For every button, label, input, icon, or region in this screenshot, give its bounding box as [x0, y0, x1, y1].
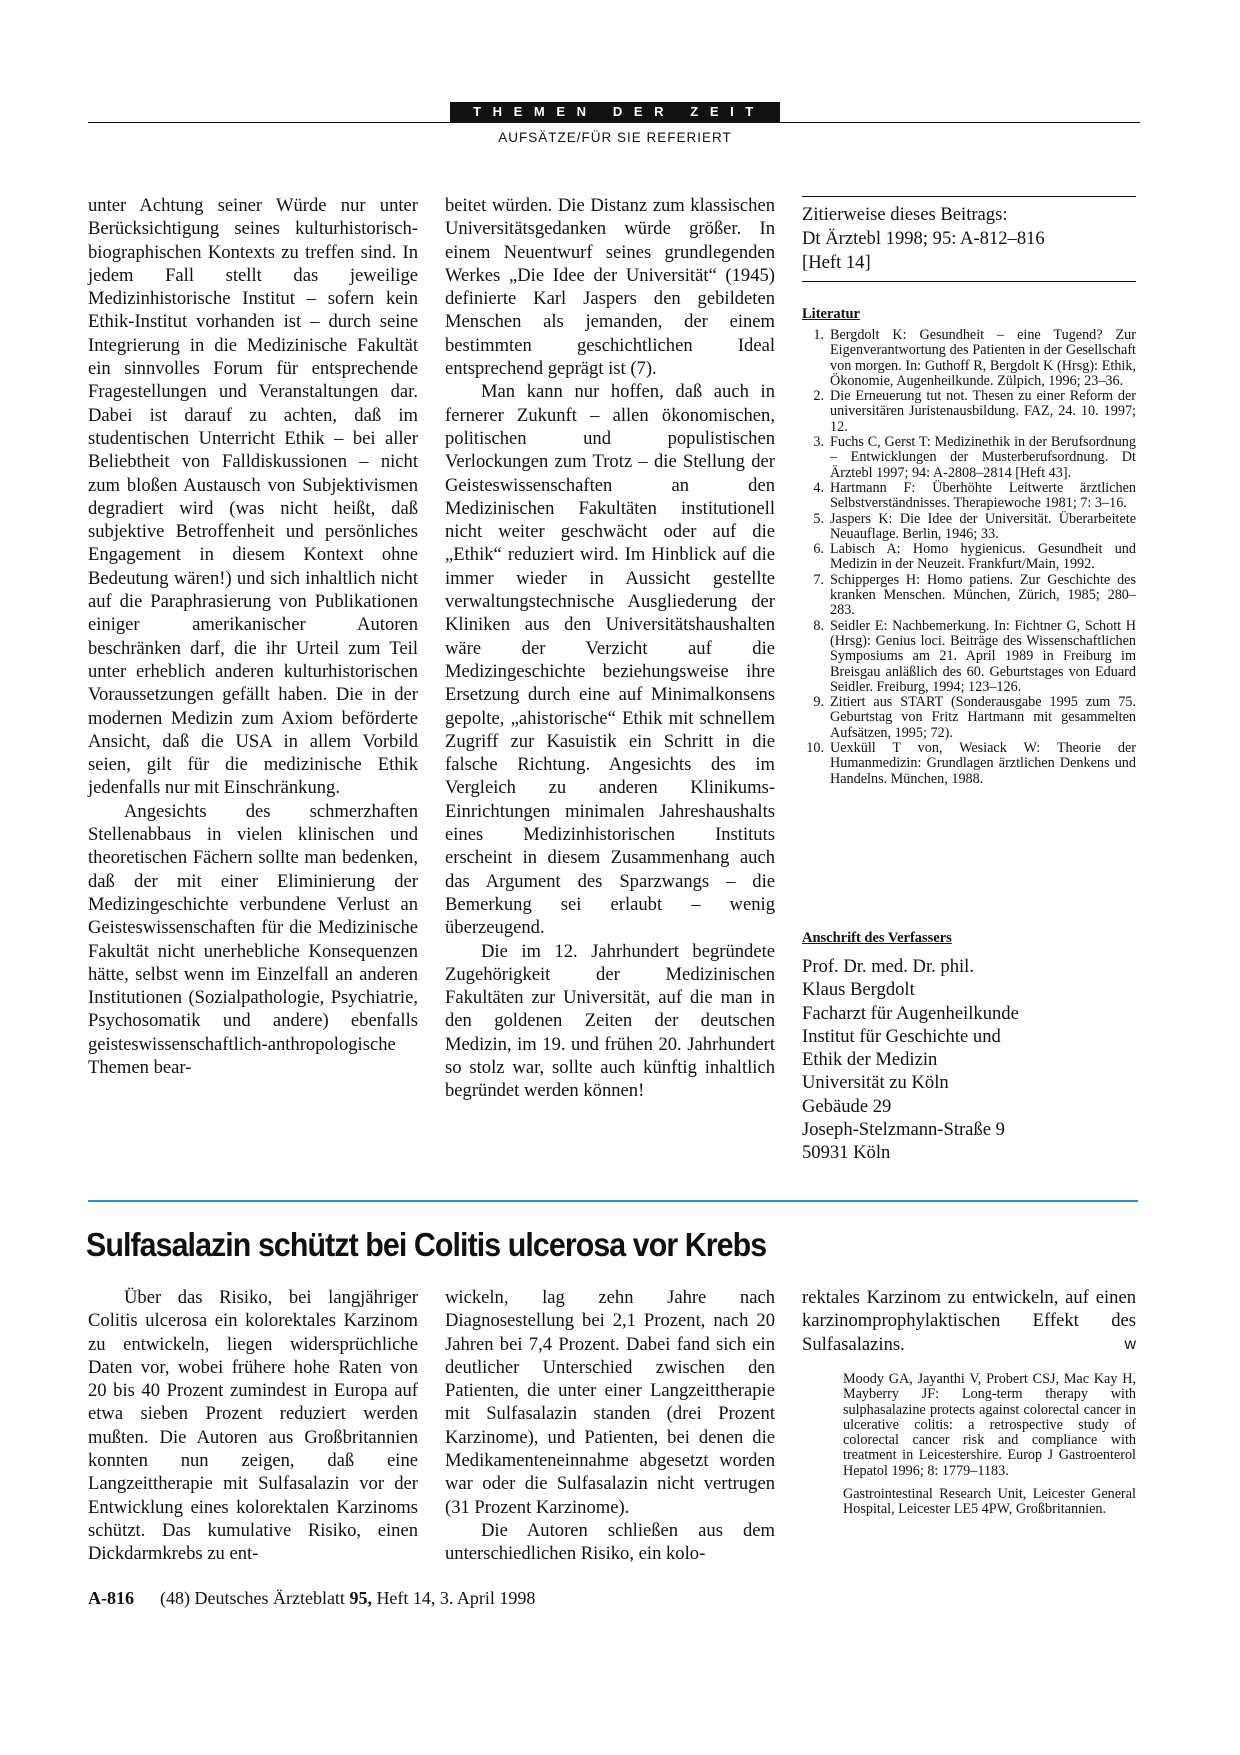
reference-number: 9. — [813, 694, 824, 711]
paragraph: Über das Risiko, bei langjähriger Colitis ulcerosa ein kolorektales Karzinom zu entwickeln, liegen widersprüchliche Daten vor, wobei frühere hohe Raten von 20 bis 40 Prozent zumindest in Europa auf etwa sieben Prozent reduziert werden mußten. Die Autoren aus Großbritannien konnten nun zeigen, daß eine Langzeittherapie mit Sulfasalazin vor der Entwicklung eines kolorektalen Karzinoms schützt. Das kumulative Risiko, einen Dickdarmkrebs zu ent- — [88, 1287, 418, 1565]
page-number: A-816 — [88, 1588, 134, 1608]
journal-volume: 95, — [349, 1588, 372, 1608]
author-address — [802, 955, 1019, 1165]
article-divider — [88, 1200, 1138, 1202]
reference-item — [802, 328, 1136, 389]
reference-number: 4. — [813, 479, 824, 496]
paragraph: beitet würden. Die Distanz zum klassischen Universitätsgedanken würde größer. In einem Neuentwurf seines grundlegenden Werkes „Die Idee der Universität“ (1945) definierte Karl Jaspers den gebildeten Menschen als jemanden, der einem bestimmten geschichtlichen Ideal entsprechend geprägt ist (7). — [445, 195, 775, 380]
paragraph: unter Achtung seiner Würde nur unter Berücksichtigung seines kulturhistorisch-biographischen Kontexts zu treffen sind. In jedem Fall stellt das jeweilige Medizinhistorische Institut – sofern kein Ethik-Institut vorhanden ist – durch seine Integrierung in die Medizinische Fakultät ein sinnvolles Forum für entsprechende Fragestellungen und Veranstaltungen dar. Dabei ist darauf zu achten, daß im studentischen Unterricht Ethik – bei aller Beliebtheit von Falldiskussionen – nicht zum bloßen Austausch von Subjektivismen degradiert wird (was nicht heißt, daß subjektive Betroffenheit und persönliches Engagement in diesem Kontext ohne Bedeutung wären!) und sich inhaltlich nicht auf die Paraphrasierung von Publikationen einiger amerikanischer Autoren beschränken darf, die ihr Urteil zum Teil unter erheblich anderen kulturhistorischen Voraussetzungen gefällt haben. Die in der modernen Medizin zum Axiom beförderte Ansicht, daß die USA in allem Vorbild seien, gilt für die medizinische Ethik jedenfalls nur mit Einschränkung. — [88, 195, 418, 799]
source-reference — [843, 1372, 1136, 1526]
section-band: THEMEN DER ZEIT — [450, 102, 780, 122]
reference-text: Schipperges H: Homo patiens. Zur Geschichte des kranken Menschen. München, Zürich, 1985; 280–283. — [830, 571, 1136, 619]
reference-number: 2. — [813, 388, 824, 405]
article1-column-1 — [88, 194, 418, 1079]
citation-line: [Heft 14] — [802, 252, 871, 273]
reference-number: 8. — [813, 617, 824, 634]
reference-number: 10. — [806, 740, 824, 757]
reference-item — [802, 435, 1136, 481]
reference-text: Uexküll T von, Wesiack W: Theorie der Humanmedizin: Grundlagen ärztlichen Denkens und Handelns. München, 1988. — [830, 740, 1136, 787]
reference-list — [802, 328, 1136, 787]
address-line: 50931 Köln — [802, 1142, 891, 1164]
reference-item — [802, 481, 1136, 512]
header-rule — [88, 122, 1140, 123]
address-line: Ethik der Medizin — [802, 1049, 938, 1071]
page-footer — [88, 1588, 535, 1609]
citation-box — [802, 196, 1136, 282]
citation-line: Zitierweise dieses Beitrags: — [802, 204, 1008, 225]
reference-number: 1. — [813, 327, 824, 343]
issue-date: Heft 14, 3. April 1998 — [371, 1588, 536, 1608]
subsection-label: AUFSÄTZE/FÜR SIE REFERIERT — [498, 130, 732, 145]
address-line: Universität zu Köln — [802, 1072, 949, 1094]
reference-item — [802, 542, 1136, 573]
reference-number: 5. — [813, 510, 824, 527]
address-line: Prof. Dr. med. Dr. phil. — [802, 956, 974, 977]
author-signature: w — [1124, 1335, 1136, 1353]
address-line: Facharzt für Augenheilkunde — [802, 1002, 1019, 1024]
reference-item — [802, 389, 1136, 435]
journal-name: (48) Deutsches Ärzteblatt — [160, 1588, 350, 1608]
paragraph: Angesichts des schmerzhaften Stellenabbaus in vielen klinischen und theoretischen Fächern sollte man bedenken, daß der mit einer Eliminierung der Medizingeschichte verbundene Verlust an Geisteswissenschaften für die Medizinische Fakultät nicht unerhebliche Konsequenzen hätte, selbst wenn im Einzelfall an anderen Institutionen (Sozialpathologie, Psychiatrie, Psychosomatik und andere) ebenfalls geisteswissenschaftlich-anthropologische Themen bear- — [88, 800, 418, 1078]
source-affiliation: Gastrointestinal Research Unit, Leicester General Hospital, Leicester LE5 4PW, Großbritannien. — [843, 1486, 1136, 1518]
article2-headline: Sulfasalazin schützt bei Colitis ulcerosa vor Krebs — [86, 1226, 767, 1263]
reference-text: Bergdolt K: Gesundheit – eine Tugend? Zur Eigenverantwortung des Patienten in der Gesellschaft von morgen. In: Guthoff R, Bergdolt K (Hrsg): Ethik, Ökonomie, Augenheilkunde. Zülpich, 1996; 23–36. — [830, 327, 1136, 389]
reference-text: Zitiert aus START (Sonderausgabe 1995 zum 75. Geburtstag von Fritz Hartmann mit gesammelten Aufsätzen, 1995; 72). — [830, 694, 1136, 741]
address-heading: Anschrift des Verfassers — [802, 930, 952, 946]
address-line: Joseph-Stelzmann-Straße 9 — [802, 1119, 1005, 1141]
reference-text: Seidler E: Nachbemerkung. In: Fichtner G, Schott H (Hrsg): Genius loci. Beiträge des Wissenschaftlichen Symposiums am 21. April 1989 in Freiburg im Breisgau anläßlich des 60. Geburtstages von Eduard Seidler. Freiburg, 1994; 123–126. — [830, 617, 1136, 695]
reference-text: Hartmann F: Überhöhte Leitwerte ärztlichen Selbstverständnisses. Therapiewoche 1981; 7: 3–16. — [830, 479, 1136, 512]
reference-item — [802, 573, 1136, 619]
reference-text: Fuchs C, Gerst T: Medizinethik in der Berufsordnung – Entwicklungen der Musterberufsordnung. Dt Ärztebl 1997; 94: A-2808–2814 [Heft 43]. — [830, 434, 1136, 481]
article1-column-2 — [445, 194, 775, 1103]
paragraph: Man kann nur hoffen, daß auch in fernerer Zukunft – allen ökonomischen, politischen und populistischen Verlockungen zum Trotz – die Stellung der Geisteswissenschaften an den Medizinischen Fakultäten institutionell nicht weiter geschwächt oder auf die „Ethik“ reduziert wird. Im Hinblick auf die immer wieder in Aussicht gestellte verwaltungstechnische Ausgliederung der Kliniken aus den Universitätshaushalten wäre der Verzicht auf die Medizingeschichte beziehungsweise ihre Ersetzung durch eine auf Minimalkonsens gepolte, „ahistorische“ Ethik mit schnellem Zugriff zur Kasuistik ein Schritt in die falsche Richtung. Angesichts des im Vergleich zu anderen Klinikums-Einrichtungen minimalen Jahreshaushalts eines Medizinhistorischen Instituts erscheint in diesem Zusammenhang auch das Argument des Sparzwangs – die Bemerkung sei erlaubt – wenig überzeugend. — [445, 381, 775, 939]
reference-item — [802, 619, 1136, 695]
reference-item — [802, 695, 1136, 741]
article2-column-3 — [802, 1286, 1136, 1356]
paragraph: wickeln, lag zehn Jahre nach Diagnosestellung bei 2,1 Prozent, nach 20 Jahren bei 7,4 Prozent. Dabei fand sich ein deutlicher Unterschied zwischen den Patienten, die unter einer Langzeittherapie mit Sulfasalazin standen (drei Prozent Karzinome), und Patienten, bei denen die Medikamenteneinnahme abgesetzt worden war oder die Sulfasalazin nicht vertrugen (31 Prozent Karzinome). — [445, 1287, 775, 1518]
reference-number: 6. — [813, 541, 824, 558]
reference-text: Labisch A: Homo hygienicus. Gesundheit und Medizin in der Neuzeit. Frankfurt/Main, 1992. — [830, 541, 1136, 573]
address-line: Gebäude 29 — [802, 1095, 892, 1117]
paragraph: Die im 12. Jahrhundert begründete Zugehörigkeit der Medizinischen Fakultäten zur Universität, auf die man in den goldenen Zeiten der deutschen Medizin, im 19. und frühen 20. Jahrhundert so stolz war, sollte auch künftig inhaltlich begründet werden können! — [445, 940, 775, 1102]
reference-number: 3. — [813, 434, 824, 451]
reference-text: Jaspers K: Die Idee der Universität. Überarbeitete Neuauflage. Berlin, 1946; 33. — [830, 510, 1136, 542]
source-citation: Moody GA, Jayanthi V, Probert CSJ, Mac Kay H, Mayberry JF: Long-term therapy with sulphasalazine protects against colorectal cancer in ulcerative colitis: a retrospective study of colorectal cancer risk and compliance with treatment in Leicestershire. Europ J Gastroenterol Hepatol 1996; 8: 1779–1183. — [843, 1371, 1136, 1479]
citation-line: Dt Ärztebl 1998; 95: A-812–816 — [802, 228, 1045, 249]
address-line: Klaus Bergdolt — [802, 979, 915, 1001]
article2-column-2 — [445, 1286, 775, 1566]
address-line: Institut für Geschichte und — [802, 1025, 1001, 1047]
paragraph: Die Autoren schließen aus dem unterschiedlichen Risiko, ein kolo- — [445, 1519, 775, 1565]
reference-item — [802, 741, 1136, 787]
article2-column-1 — [88, 1286, 418, 1566]
reference-number: 7. — [813, 571, 824, 588]
reference-item — [802, 512, 1136, 543]
paragraph: rektales Karzinom zu entwickeln, auf einen karzinomprophylaktischen Effekt des Sulfasalazins. — [802, 1287, 1136, 1355]
reference-text: Die Erneuerung tut not. Thesen zu einer Reform der universitären Juristenausbildung. FAZ, 24. 10. 1997; 12. — [830, 388, 1136, 435]
literature-heading: Literatur — [802, 306, 860, 322]
